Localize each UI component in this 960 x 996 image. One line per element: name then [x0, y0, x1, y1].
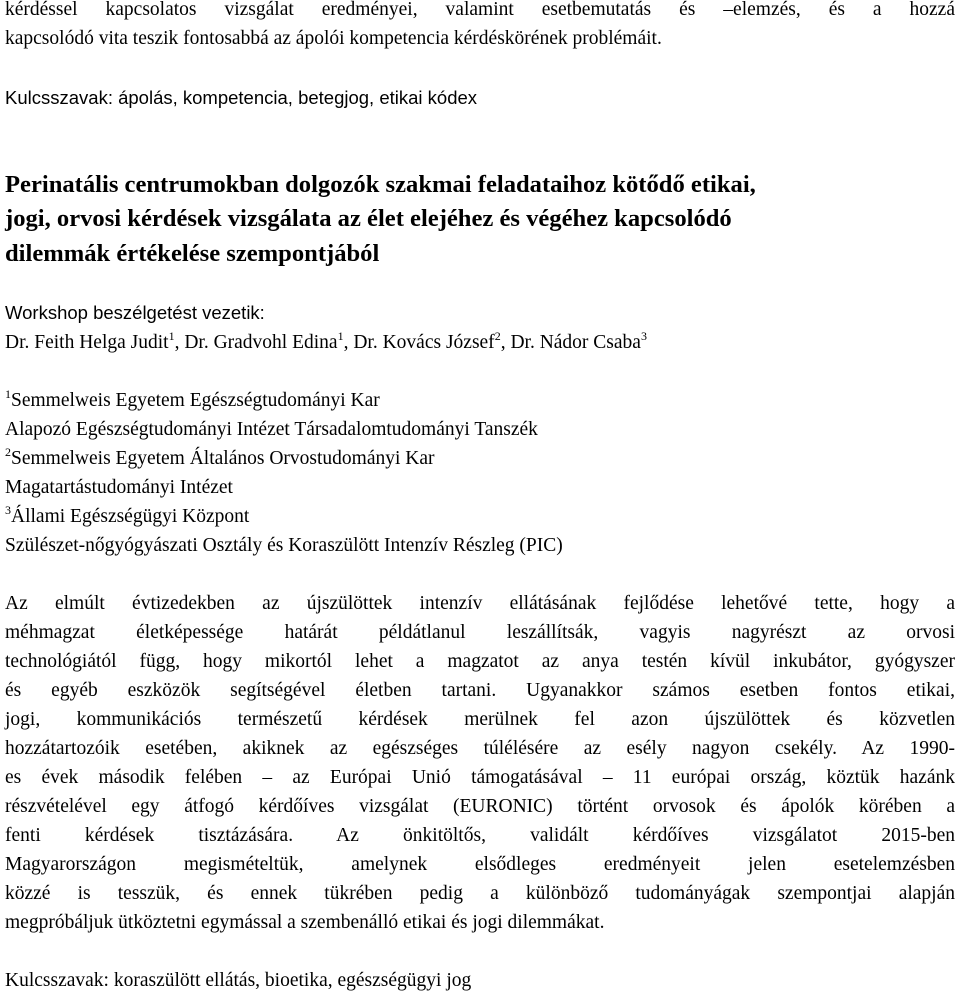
author-name: , Dr. Gradvohl Edina [174, 332, 338, 353]
abstract-line: megpróbáljuk ütköztetni egymással a szembenálló etikai és jogi dilemmákat. [5, 912, 605, 933]
affiliation-text: Állami Egészségügyi Központ [11, 506, 250, 527]
affiliation-marker: 1 [168, 329, 175, 343]
affiliation-line: Szülészet-nőgyógyászati Osztály és Koraszülött Intenzív Részleg (PIC) [5, 535, 563, 556]
title-line: jogi, orvosi kérdések vizsgálata az élet elejéhez és végéhez kapcsolódó [5, 205, 732, 232]
affiliation-marker: 2 [5, 445, 11, 459]
affiliation-text: Semmelweis Egyetem Egészségtudományi Kar [11, 390, 380, 411]
paragraph-line: kapcsolódó vita teszik fontosabbá az ápolói kompetencia kérdéskörének problémáit. [5, 28, 662, 49]
affiliation-marker: 1 [337, 329, 344, 343]
affiliation-marker: 2 [494, 329, 501, 343]
keywords-first: Kulcsszavak: ápolás, kompetencia, betegjog, etikai kódex [5, 87, 478, 108]
affiliation-line [5, 386, 380, 415]
affiliation-line [5, 444, 435, 473]
abstract-line: technológiától függ, hogy mikortól lehet a magzatot az anya testén kívül inkubátor, gyógyszer [5, 651, 955, 672]
abstract-line: és egyéb eszközök segítségével életben tartani. Ugyanakkor számos esetben fontos etikai, [5, 680, 955, 701]
abstract-line: hozzátartozóik esetében, akiknek az egészséges túlélésére az esély nagyon csekély. Az 1990- [5, 738, 955, 759]
abstract-line: méhmagzat életképessége határát példátlanul leszállítsák, vagyis nagyrészt az orvosi [5, 622, 955, 643]
abstract-line: közzé is tesszük, és ennek tükrében pedig a különböző tudományágak szempontjai alapján [5, 883, 955, 904]
affiliation-marker: 1 [5, 387, 11, 401]
affiliation-text: Semmelweis Egyetem Általános Orvostudományi Kar [11, 448, 435, 469]
abstract-line: Az elmúlt évtizedekben az újszülöttek intenzív ellátásának fejlődése lehetővé tette, hogy a [5, 593, 955, 614]
workshop-label: Workshop beszélgetést vezetik: [5, 302, 265, 323]
abstract-line: es évek második felében – az Európai Unió támogatásával – 11 európai ország, köztük hazánk [5, 767, 955, 788]
author-list [5, 328, 647, 357]
affiliation-line: Alapozó Egészségtudományi Intézet Társadalomtudományi Tanszék [5, 419, 538, 440]
title-line: Perinatális centrumokban dolgozók szakmai feladataihoz kötődő etikai, [5, 171, 756, 198]
author-name: , Dr. Kovács József [343, 332, 495, 353]
paragraph-line: kérdéssel kapcsolatos vizsgálat eredményei, valamint esetbemutatás és –elemzés, és a hozzá [5, 0, 955, 20]
abstract-line: részvételével egy átfogó kérdőíves vizsgálat (EURONIC) történt orvosok és ápolók körében a [5, 796, 955, 817]
affiliation-line [5, 502, 249, 531]
author-name: , Dr. Nádor Csaba [500, 332, 641, 353]
affiliation-marker: 3 [5, 503, 11, 517]
affiliation-marker: 3 [640, 329, 647, 343]
abstract-line: Magyarországon megismételtük, amelynek elsődleges eredményeit jelen esetelemzésben [5, 854, 955, 875]
keywords-second: Kulcsszavak: koraszülött ellátás, bioetika, egészségügyi jog [5, 970, 472, 991]
author-name: Dr. Feith Helga Judit [5, 332, 169, 353]
abstract-line: fenti kérdések tisztázására. Az önkitöltős, validált kérdőíves vizsgálatot 2015-ben [5, 825, 955, 846]
abstract-line: jogi, kommunikációs természetű kérdések merülnek fel azon újszülöttek és közvetlen [5, 709, 955, 730]
title-line: dilemmák értékelése szempontjából [5, 240, 380, 267]
affiliation-line: Magatartástudományi Intézet [5, 477, 233, 498]
